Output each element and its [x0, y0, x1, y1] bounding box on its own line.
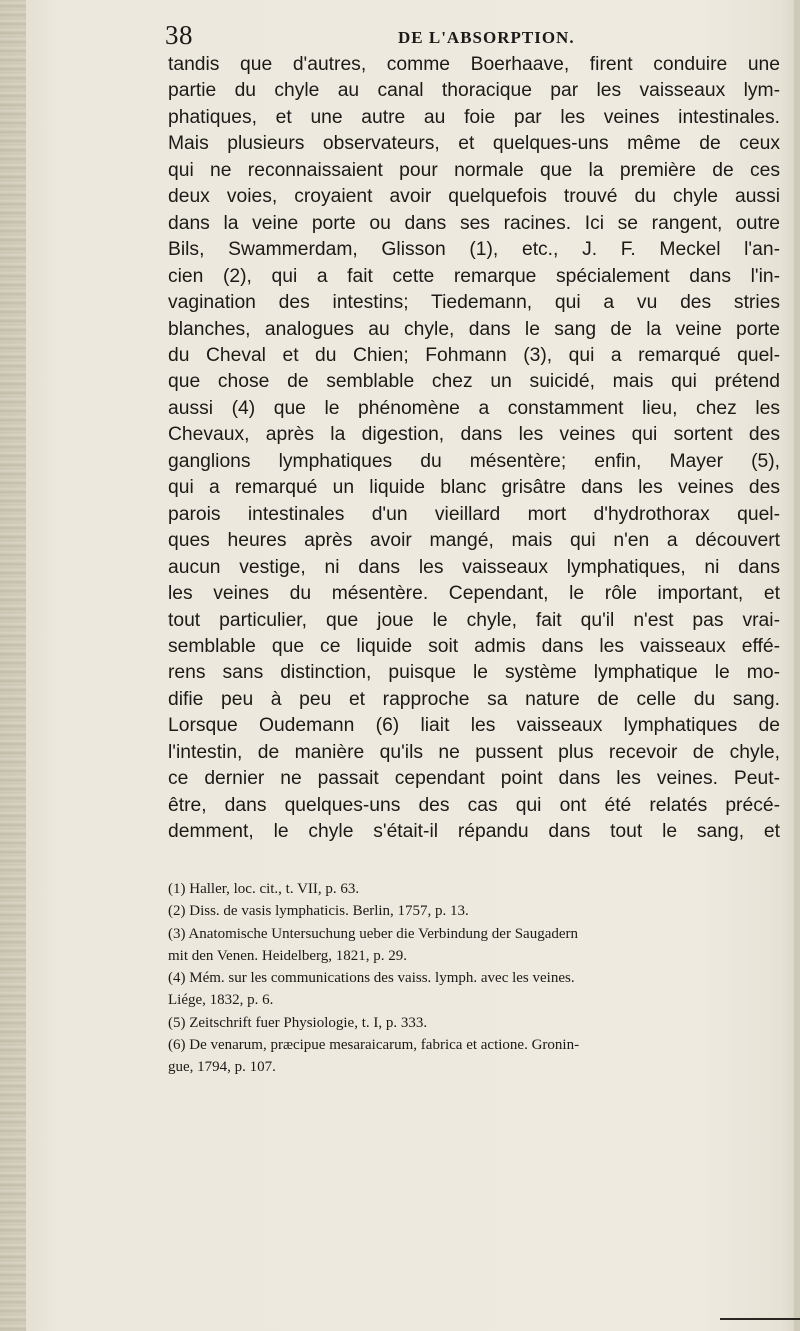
- body-line: les veines du mésentère. Cependant, le rôle important, et: [168, 583, 780, 605]
- page-edge: [794, 0, 800, 1331]
- body-line: cien (2), qui a fait cette remarque spécialement dans l'in-: [168, 265, 780, 287]
- running-head: DE L'ABSORPTION.: [398, 28, 575, 47]
- body-line: ganglions lymphatiques du mésentère; enfin, Mayer (5),: [168, 450, 780, 472]
- body-line: rens sans distinction, puisque le système lymphatique le mo-: [168, 662, 780, 684]
- body-line: partie du chyle au canal thoracique par les vaisseaux lym-: [168, 80, 780, 102]
- footnote: (5) Zeitschrift fuer Physiologie, t. I, p. 333.: [168, 1014, 428, 1031]
- binding-gutter: [0, 0, 26, 1331]
- body-line: aussi (4) que le phénomène a constamment lieu, chez les: [168, 397, 780, 419]
- body-line: ques heures après avoir mangé, mais qui n'en a découvert: [168, 530, 780, 552]
- footnote-continuation: gue, 1794, p. 107.: [168, 1059, 276, 1076]
- body-line: parois intestinales d'un vieillard mort d'hydrothorax quel-: [168, 503, 780, 525]
- body-text: [168, 52, 780, 846]
- body-line: semblable que ce liquide soit admis dans les vaisseaux effé-: [168, 635, 780, 657]
- body-line: être, dans quelques-uns des cas qui ont été relatés précé-: [168, 794, 780, 816]
- body-line: deux voies, croyaient avoir quelquefois trouvé du chyle aussi: [168, 186, 780, 208]
- body-line: Lorsque Oudemann (6) liait les vaisseaux lymphatiques de: [168, 715, 780, 737]
- body-line: du Cheval et du Chien; Fohmann (3), qui a remarqué quel-: [168, 344, 780, 366]
- footnote: (2) Diss. de vasis lymphaticis. Berlin, 1757, p. 13.: [168, 903, 469, 920]
- body-line: aucun vestige, ni dans les vaisseaux lymphatiques, ni dans: [168, 556, 780, 578]
- body-line: que chose de semblable chez un suicidé, mais qui prétend: [168, 371, 780, 393]
- body-line: Bils, Swammerdam, Glisson (1), etc., J. F. Meckel l'an-: [168, 239, 780, 261]
- body-line: Chevaux, après la digestion, dans les veines qui sortent des: [168, 424, 780, 446]
- page-number: 38: [165, 20, 193, 50]
- footnote: (6) De venarum, præcipue mesaraicarum, fabrica et actione. Gronin-: [168, 1037, 580, 1054]
- body-line: Mais plusieurs observateurs, et quelques-uns même de ceux: [168, 133, 780, 155]
- body-line: qui ne reconnaissaient pour normale que la première de ces: [168, 159, 780, 181]
- body-line: tout particulier, que joue le chyle, fait qu'il n'est pas vrai-: [168, 609, 780, 631]
- footnotes: [168, 878, 780, 1079]
- body-line: dans la veine porte ou dans ses racines. Ici se rangent, outre: [168, 212, 780, 234]
- bottom-rule: [720, 1318, 800, 1320]
- footnote-continuation: Liége, 1832, p. 6.: [168, 992, 274, 1009]
- body-line: phatiques, et une autre au foie par les veines intestinales.: [168, 106, 780, 128]
- body-line: ce dernier ne passait cependant point dans les veines. Peut-: [168, 768, 780, 790]
- body-line: difie peu à peu et rapproche sa nature de celle du sang.: [168, 688, 780, 710]
- body-line: blanches, analogues au chyle, dans le sang de la veine porte: [168, 318, 780, 340]
- footnote: (1) Haller, loc. cit., t. VII, p. 63.: [168, 881, 360, 897]
- footnote: (4) Mém. sur les communications des vaiss. lymph. avec les veines.: [168, 970, 575, 987]
- body-line: tandis que d'autres, comme Boerhaave, firent conduire une: [168, 54, 780, 75]
- body-line: vagination des intestins; Tiedemann, qui a vu des stries: [168, 292, 780, 314]
- body-line: qui a remarqué un liquide blanc grisâtre dans les veines des: [168, 477, 780, 499]
- body-line: demment, le chyle s'était-il répandu dans tout le sang, et: [168, 821, 780, 843]
- body-line: l'intestin, de manière qu'ils ne pussent plus recevoir de chyle,: [168, 741, 780, 763]
- footnote-continuation: mit den Venen. Heidelberg, 1821, p. 29.: [168, 947, 407, 964]
- footnote: (3) Anatomische Untersuchung ueber die Verbindung der Saugadern: [168, 925, 579, 942]
